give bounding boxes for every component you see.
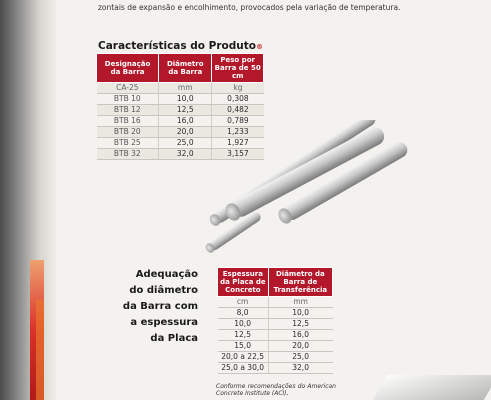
cell-diameter: 10,0 [268, 308, 332, 319]
section-title [98, 40, 263, 52]
unit-thickness: cm [218, 297, 269, 308]
cell-weight: 0,482 [212, 105, 264, 116]
cell-diameter: 12,5 [268, 319, 332, 330]
cell-diameter: 32,0 [268, 363, 332, 374]
cell-diameter: 10,0 [159, 94, 212, 105]
cell-designation: BTB 12 [97, 105, 159, 116]
header-thickness: Espessura da Placa de Concreto [218, 268, 269, 297]
units-row [97, 83, 264, 94]
header-diameter: Diâmetro da Barra [159, 54, 212, 83]
header-weight: Peso por Barra de 50 cm [212, 54, 264, 83]
header-transfer-diameter: Diâmetro da Barra de Transferência [268, 268, 332, 297]
unit-designation: CA-25 [97, 83, 159, 94]
unit-weight: kg [212, 83, 264, 94]
cell-weight: 3,157 [212, 149, 264, 160]
unit-diameter: mm [159, 83, 212, 94]
slab-thickness-table [217, 267, 333, 374]
table-row [97, 105, 264, 116]
cell-designation: BTB 25 [97, 138, 159, 149]
header-designation: Designação da Barra [97, 54, 159, 83]
section-title-text: Características do Produto [98, 40, 256, 52]
cell-diameter: 25,0 [159, 138, 212, 149]
title-line: do diâmetro [129, 285, 198, 296]
table-header-row [218, 268, 333, 297]
cell-weight: 0,789 [212, 116, 264, 127]
title-line: Adequação [135, 269, 198, 280]
cell-thickness: 12,5 [218, 330, 269, 341]
title-line: da Placa [150, 333, 198, 344]
title-line: da Barra com [122, 301, 198, 312]
cell-designation: BTB 16 [97, 116, 159, 127]
cell-diameter: 16,0 [268, 330, 332, 341]
aci-note: Conforme recomendações do American Concrete Institute (ACI), [216, 383, 336, 397]
cell-weight: 0,308 [212, 94, 264, 105]
title-line: a espessura [130, 317, 198, 328]
cell-diameter: 12,5 [159, 105, 212, 116]
cell-diameter: 32,0 [159, 149, 212, 160]
cell-diameter: 20,0 [268, 341, 332, 352]
orange-page-edge [36, 300, 44, 400]
steel-bars-illustration [205, 120, 430, 260]
cell-diameter: 16,0 [159, 116, 212, 127]
table-row [218, 352, 333, 363]
table-row [218, 308, 333, 319]
cell-thickness: 8,0 [218, 308, 269, 319]
cell-thickness: 25,0 a 30,0 [218, 363, 269, 374]
cell-designation: BTB 20 [97, 127, 159, 138]
cell-designation: BTB 10 [97, 94, 159, 105]
units-row [218, 297, 333, 308]
cell-diameter: 20,0 [159, 127, 212, 138]
unit-diameter: mm [268, 297, 332, 308]
diameter-adequacy-title [118, 267, 198, 347]
cell-thickness: 20,0 a 22,5 [218, 352, 269, 363]
registered-mark: ® [255, 43, 263, 51]
table-row [218, 330, 333, 341]
table-row [218, 341, 333, 352]
cell-weight: 1,233 [212, 127, 264, 138]
corner-metal-strip [373, 375, 491, 400]
table-row [218, 319, 333, 330]
cell-thickness: 15,0 [218, 341, 269, 352]
cell-thickness: 10,0 [218, 319, 269, 330]
cell-diameter: 25,0 [268, 352, 332, 363]
cell-weight: 1,927 [212, 138, 264, 149]
table-row [218, 363, 333, 374]
cell-designation: BTB 32 [97, 149, 159, 160]
book-binding-shadow [0, 0, 56, 400]
table-row [97, 94, 264, 105]
table-header-row [97, 54, 264, 83]
intro-text: zontais de expansão e encolhimento, provocados pela variação de temperatura. [98, 3, 401, 12]
